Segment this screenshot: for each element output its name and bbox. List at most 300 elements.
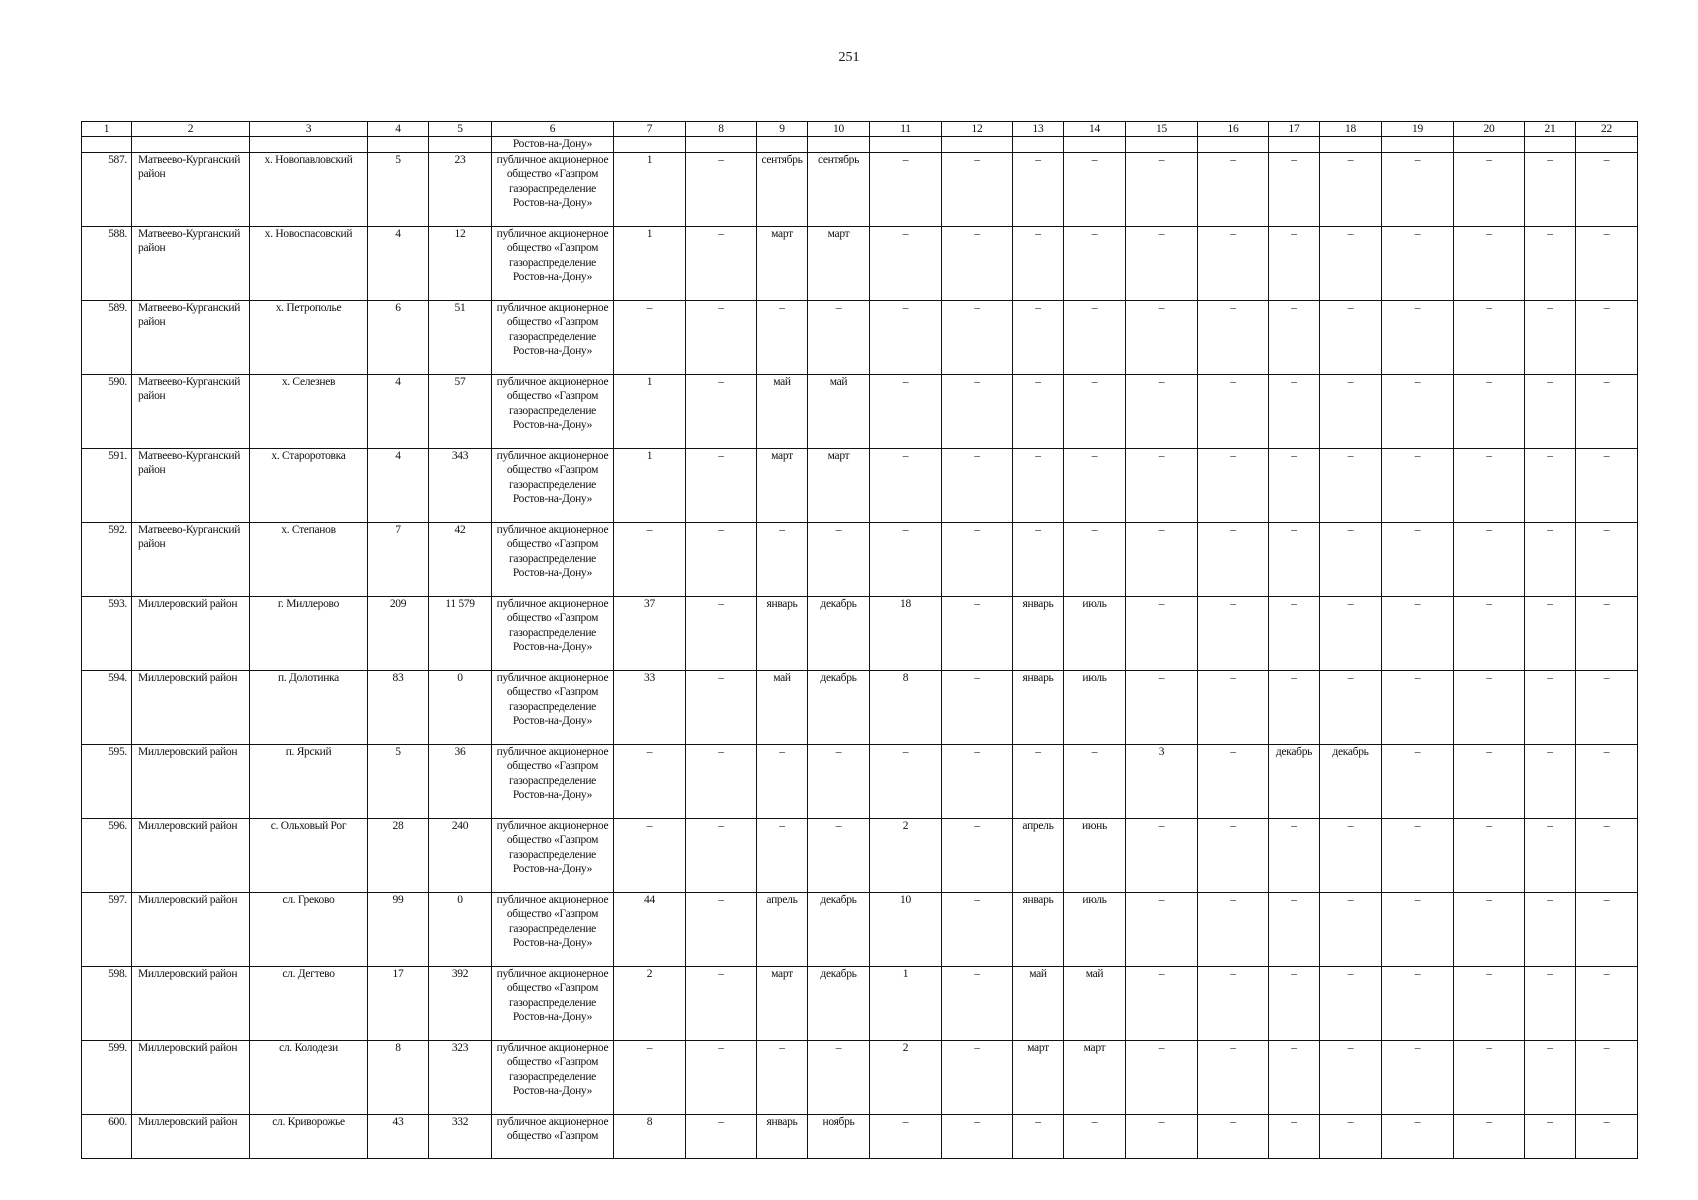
column-header-17: 17 — [1269, 122, 1320, 137]
column-19-cell: – — [1382, 522, 1454, 596]
column-16-cell: – — [1198, 744, 1269, 818]
row-number-cell: 593. — [82, 596, 132, 670]
settlement-cell: х. Петрополье — [250, 300, 368, 374]
column-5-cell: 23 — [429, 152, 492, 226]
organization-cell: публичное акционерное общество «Газпром газораспределение Ростов-на-Дону» — [492, 448, 614, 522]
table-row — [82, 152, 1638, 226]
column-12-cell: – — [942, 892, 1013, 966]
column-18-cell: декабрь — [1320, 744, 1382, 818]
empty-cell — [429, 137, 492, 153]
district-cell: Миллеровский район — [132, 670, 250, 744]
column-9-cell: – — [757, 522, 808, 596]
column-5-cell: 42 — [429, 522, 492, 596]
column-10-cell: декабрь — [808, 966, 870, 1040]
empty-cell — [942, 137, 1013, 153]
column-header-15: 15 — [1126, 122, 1198, 137]
column-header-4: 4 — [368, 122, 429, 137]
column-7-cell: – — [614, 1040, 686, 1114]
column-5-cell: 57 — [429, 374, 492, 448]
column-17-cell: декабрь — [1269, 744, 1320, 818]
column-13-cell: апрель — [1013, 818, 1064, 892]
column-16-cell: – — [1198, 966, 1269, 1040]
column-20-cell: – — [1454, 1114, 1525, 1158]
settlement-cell: х. Селезнев — [250, 374, 368, 448]
settlement-cell: п. Ярский — [250, 744, 368, 818]
organization-cell: публичное акционерное общество «Газпром газораспределение Ростов-на-Дону» — [492, 374, 614, 448]
column-12-cell: – — [942, 744, 1013, 818]
column-8-cell: – — [686, 744, 757, 818]
row-number-cell: 598. — [82, 966, 132, 1040]
column-15-cell: – — [1126, 818, 1198, 892]
column-15-cell: – — [1126, 300, 1198, 374]
column-21-cell: – — [1525, 596, 1576, 670]
column-16-cell: – — [1198, 1040, 1269, 1114]
district-cell: Миллеровский район — [132, 966, 250, 1040]
column-20-cell: – — [1454, 152, 1525, 226]
empty-cell — [870, 137, 942, 153]
column-11-cell: – — [870, 374, 942, 448]
column-22-cell: – — [1576, 966, 1638, 1040]
district-cell: Матвеево-Курганский район — [132, 374, 250, 448]
row-number-cell: 589. — [82, 300, 132, 374]
empty-cell — [1198, 137, 1269, 153]
column-11-cell: – — [870, 744, 942, 818]
column-19-cell: – — [1382, 818, 1454, 892]
column-4-cell: 5 — [368, 744, 429, 818]
column-4-cell: 6 — [368, 300, 429, 374]
row-number-cell: 595. — [82, 744, 132, 818]
column-18-cell: – — [1320, 1040, 1382, 1114]
header-row — [82, 122, 1638, 137]
column-19-cell: – — [1382, 226, 1454, 300]
column-9-cell: – — [757, 300, 808, 374]
column-7-cell: 1 — [614, 152, 686, 226]
column-15-cell: – — [1126, 892, 1198, 966]
empty-cell — [1576, 137, 1638, 153]
table-row — [82, 892, 1638, 966]
column-10-cell: декабрь — [808, 670, 870, 744]
district-cell: Матвеево-Курганский район — [132, 226, 250, 300]
column-7-cell: 37 — [614, 596, 686, 670]
column-19-cell: – — [1382, 670, 1454, 744]
settlement-cell: х. Степанов — [250, 522, 368, 596]
column-14-cell: июль — [1064, 670, 1126, 744]
column-7-cell: 8 — [614, 1114, 686, 1158]
column-10-cell: – — [808, 522, 870, 596]
row-number-cell: 600. — [82, 1114, 132, 1158]
column-16-cell: – — [1198, 448, 1269, 522]
column-15-cell: – — [1126, 448, 1198, 522]
row-number-cell: 596. — [82, 818, 132, 892]
column-22-cell: – — [1576, 226, 1638, 300]
column-7-cell: – — [614, 744, 686, 818]
column-15-cell: – — [1126, 596, 1198, 670]
settlement-cell: п. Долотинка — [250, 670, 368, 744]
column-5-cell: 332 — [429, 1114, 492, 1158]
empty-cell — [250, 137, 368, 153]
column-22-cell: – — [1576, 1114, 1638, 1158]
empty-cell — [1064, 137, 1126, 153]
column-16-cell: – — [1198, 818, 1269, 892]
column-7-cell: 1 — [614, 374, 686, 448]
column-15-cell: 3 — [1126, 744, 1198, 818]
column-14-cell: – — [1064, 226, 1126, 300]
settlement-cell: сл. Греково — [250, 892, 368, 966]
column-17-cell: – — [1269, 374, 1320, 448]
column-12-cell: – — [942, 670, 1013, 744]
table-row — [82, 448, 1638, 522]
column-17-cell: – — [1269, 522, 1320, 596]
column-11-cell: – — [870, 1114, 942, 1158]
column-4-cell: 17 — [368, 966, 429, 1040]
column-22-cell: – — [1576, 818, 1638, 892]
column-header-14: 14 — [1064, 122, 1126, 137]
column-header-6: 6 — [492, 122, 614, 137]
column-13-cell: – — [1013, 374, 1064, 448]
column-21-cell: – — [1525, 374, 1576, 448]
column-17-cell: – — [1269, 596, 1320, 670]
table-row — [82, 670, 1638, 744]
column-4-cell: 5 — [368, 152, 429, 226]
column-17-cell: – — [1269, 300, 1320, 374]
column-4-cell: 4 — [368, 226, 429, 300]
column-header-11: 11 — [870, 122, 942, 137]
column-header-20: 20 — [1454, 122, 1525, 137]
district-cell: Матвеево-Курганский район — [132, 522, 250, 596]
column-14-cell: – — [1064, 522, 1126, 596]
column-16-cell: – — [1198, 522, 1269, 596]
column-11-cell: 18 — [870, 596, 942, 670]
column-10-cell: декабрь — [808, 892, 870, 966]
column-13-cell: – — [1013, 226, 1064, 300]
organization-cell: публичное акционерное общество «Газпром газораспределение Ростов-на-Дону» — [492, 596, 614, 670]
column-18-cell: – — [1320, 300, 1382, 374]
column-18-cell: – — [1320, 596, 1382, 670]
district-cell: Матвеево-Курганский район — [132, 300, 250, 374]
column-17-cell: – — [1269, 152, 1320, 226]
column-12-cell: – — [942, 300, 1013, 374]
column-14-cell: – — [1064, 1114, 1126, 1158]
column-11-cell: 2 — [870, 818, 942, 892]
column-10-cell: – — [808, 300, 870, 374]
column-11-cell: – — [870, 448, 942, 522]
column-22-cell: – — [1576, 744, 1638, 818]
organization-cell: публичное акционерное общество «Газпром газораспределение Ростов-на-Дону» — [492, 818, 614, 892]
empty-cell — [368, 137, 429, 153]
column-10-cell: ноябрь — [808, 1114, 870, 1158]
column-20-cell: – — [1454, 448, 1525, 522]
column-18-cell: – — [1320, 226, 1382, 300]
column-17-cell: – — [1269, 226, 1320, 300]
column-20-cell: – — [1454, 818, 1525, 892]
row-number-cell: 591. — [82, 448, 132, 522]
column-4-cell: 7 — [368, 522, 429, 596]
column-16-cell: – — [1198, 596, 1269, 670]
column-8-cell: – — [686, 300, 757, 374]
column-22-cell: – — [1576, 670, 1638, 744]
column-14-cell: – — [1064, 744, 1126, 818]
column-header-3: 3 — [250, 122, 368, 137]
column-header-18: 18 — [1320, 122, 1382, 137]
column-15-cell: – — [1126, 226, 1198, 300]
column-14-cell: июль — [1064, 596, 1126, 670]
column-19-cell: – — [1382, 892, 1454, 966]
empty-cell — [1525, 137, 1576, 153]
column-22-cell: – — [1576, 152, 1638, 226]
column-20-cell: – — [1454, 892, 1525, 966]
column-17-cell: – — [1269, 966, 1320, 1040]
column-header-13: 13 — [1013, 122, 1064, 137]
column-10-cell: – — [808, 818, 870, 892]
column-20-cell: – — [1454, 744, 1525, 818]
column-8-cell: – — [686, 1114, 757, 1158]
organization-cell: публичное акционерное общество «Газпром — [492, 1114, 614, 1158]
column-9-cell: – — [757, 744, 808, 818]
empty-cell — [614, 137, 686, 153]
column-19-cell: – — [1382, 1040, 1454, 1114]
column-12-cell: – — [942, 448, 1013, 522]
column-13-cell: – — [1013, 448, 1064, 522]
row-number-cell: 594. — [82, 670, 132, 744]
column-15-cell: – — [1126, 966, 1198, 1040]
column-13-cell: май — [1013, 966, 1064, 1040]
column-20-cell: – — [1454, 226, 1525, 300]
column-17-cell: – — [1269, 670, 1320, 744]
column-22-cell: – — [1576, 1040, 1638, 1114]
row-number-cell: 592. — [82, 522, 132, 596]
column-10-cell: – — [808, 744, 870, 818]
column-7-cell: 1 — [614, 448, 686, 522]
column-8-cell: – — [686, 226, 757, 300]
table-row — [82, 226, 1638, 300]
column-8-cell: – — [686, 670, 757, 744]
column-10-cell: декабрь — [808, 596, 870, 670]
column-16-cell: – — [1198, 226, 1269, 300]
column-4-cell: 99 — [368, 892, 429, 966]
empty-cell — [132, 137, 250, 153]
column-13-cell: – — [1013, 1114, 1064, 1158]
column-9-cell: январь — [757, 1114, 808, 1158]
column-11-cell: 10 — [870, 892, 942, 966]
column-14-cell: июнь — [1064, 818, 1126, 892]
column-19-cell: – — [1382, 152, 1454, 226]
column-18-cell: – — [1320, 818, 1382, 892]
column-header-21: 21 — [1525, 122, 1576, 137]
column-header-5: 5 — [429, 122, 492, 137]
column-header-10: 10 — [808, 122, 870, 137]
table-row — [82, 966, 1638, 1040]
column-11-cell: – — [870, 152, 942, 226]
column-12-cell: – — [942, 818, 1013, 892]
column-20-cell: – — [1454, 522, 1525, 596]
column-18-cell: – — [1320, 1114, 1382, 1158]
column-8-cell: – — [686, 448, 757, 522]
empty-cell — [82, 137, 132, 153]
column-15-cell: – — [1126, 152, 1198, 226]
column-21-cell: – — [1525, 226, 1576, 300]
column-17-cell: – — [1269, 448, 1320, 522]
column-8-cell: – — [686, 818, 757, 892]
column-14-cell: март — [1064, 1040, 1126, 1114]
column-11-cell: – — [870, 300, 942, 374]
column-9-cell: май — [757, 374, 808, 448]
column-12-cell: – — [942, 226, 1013, 300]
column-5-cell: 12 — [429, 226, 492, 300]
column-5-cell: 0 — [429, 892, 492, 966]
column-13-cell: март — [1013, 1040, 1064, 1114]
column-20-cell: – — [1454, 374, 1525, 448]
column-8-cell: – — [686, 152, 757, 226]
column-19-cell: – — [1382, 596, 1454, 670]
column-4-cell: 209 — [368, 596, 429, 670]
column-22-cell: – — [1576, 448, 1638, 522]
empty-cell — [1013, 137, 1064, 153]
column-header-12: 12 — [942, 122, 1013, 137]
table-row — [82, 1114, 1638, 1158]
column-17-cell: – — [1269, 892, 1320, 966]
column-7-cell: 1 — [614, 226, 686, 300]
column-header-8: 8 — [686, 122, 757, 137]
column-9-cell: апрель — [757, 892, 808, 966]
organization-cell: публичное акционерное общество «Газпром газораспределение Ростов-на-Дону» — [492, 300, 614, 374]
column-20-cell: – — [1454, 966, 1525, 1040]
table-row — [82, 744, 1638, 818]
column-11-cell: 1 — [870, 966, 942, 1040]
column-11-cell: 8 — [870, 670, 942, 744]
row-number-cell: 599. — [82, 1040, 132, 1114]
column-20-cell: – — [1454, 300, 1525, 374]
column-12-cell: – — [942, 374, 1013, 448]
column-15-cell: – — [1126, 670, 1198, 744]
continuation-org-cell: Ростов-на-Дону» — [492, 137, 614, 153]
column-5-cell: 0 — [429, 670, 492, 744]
column-15-cell: – — [1126, 374, 1198, 448]
column-14-cell: май — [1064, 966, 1126, 1040]
column-14-cell: июль — [1064, 892, 1126, 966]
column-15-cell: – — [1126, 1040, 1198, 1114]
district-cell: Миллеровский район — [132, 1114, 250, 1158]
column-18-cell: – — [1320, 374, 1382, 448]
organization-cell: публичное акционерное общество «Газпром газораспределение Ростов-на-Дону» — [492, 1040, 614, 1114]
column-4-cell: 8 — [368, 1040, 429, 1114]
column-21-cell: – — [1525, 670, 1576, 744]
settlement-cell: сл. Дегтево — [250, 966, 368, 1040]
column-21-cell: – — [1525, 300, 1576, 374]
column-12-cell: – — [942, 966, 1013, 1040]
column-13-cell: – — [1013, 300, 1064, 374]
row-number-cell: 587. — [82, 152, 132, 226]
column-8-cell: – — [686, 966, 757, 1040]
column-8-cell: – — [686, 1040, 757, 1114]
column-13-cell: январь — [1013, 670, 1064, 744]
column-9-cell: сентябрь — [757, 152, 808, 226]
column-header-7: 7 — [614, 122, 686, 137]
column-9-cell: май — [757, 670, 808, 744]
column-13-cell: – — [1013, 744, 1064, 818]
column-14-cell: – — [1064, 300, 1126, 374]
empty-cell — [757, 137, 808, 153]
column-17-cell: – — [1269, 818, 1320, 892]
table-row — [82, 1040, 1638, 1114]
column-10-cell: март — [808, 448, 870, 522]
column-16-cell: – — [1198, 670, 1269, 744]
district-cell: Матвеево-Курганский район — [132, 448, 250, 522]
settlement-cell: сл. Криворожье — [250, 1114, 368, 1158]
column-8-cell: – — [686, 892, 757, 966]
empty-cell — [686, 137, 757, 153]
column-21-cell: – — [1525, 1040, 1576, 1114]
column-4-cell: 4 — [368, 448, 429, 522]
column-18-cell: – — [1320, 448, 1382, 522]
column-13-cell: – — [1013, 522, 1064, 596]
settlement-cell: х. Новоспасовский — [250, 226, 368, 300]
gasification-table — [81, 121, 1638, 1159]
column-4-cell: 28 — [368, 818, 429, 892]
table-row — [82, 522, 1638, 596]
column-10-cell: сентябрь — [808, 152, 870, 226]
column-15-cell: – — [1126, 1114, 1198, 1158]
column-22-cell: – — [1576, 374, 1638, 448]
column-22-cell: – — [1576, 892, 1638, 966]
column-21-cell: – — [1525, 152, 1576, 226]
district-cell: Миллеровский район — [132, 892, 250, 966]
column-5-cell: 392 — [429, 966, 492, 1040]
empty-cell — [1382, 137, 1454, 153]
column-16-cell: – — [1198, 374, 1269, 448]
row-number-cell: 590. — [82, 374, 132, 448]
column-20-cell: – — [1454, 670, 1525, 744]
column-21-cell: – — [1525, 522, 1576, 596]
column-9-cell: март — [757, 448, 808, 522]
table-row — [82, 818, 1638, 892]
settlement-cell: г. Миллерово — [250, 596, 368, 670]
column-8-cell: – — [686, 374, 757, 448]
column-13-cell: январь — [1013, 892, 1064, 966]
column-22-cell: – — [1576, 522, 1638, 596]
table-row — [82, 374, 1638, 448]
column-9-cell: март — [757, 966, 808, 1040]
column-5-cell: 343 — [429, 448, 492, 522]
column-4-cell: 4 — [368, 374, 429, 448]
district-cell: Миллеровский район — [132, 744, 250, 818]
column-15-cell: – — [1126, 522, 1198, 596]
column-18-cell: – — [1320, 966, 1382, 1040]
column-16-cell: – — [1198, 892, 1269, 966]
column-5-cell: 323 — [429, 1040, 492, 1114]
column-12-cell: – — [942, 1040, 1013, 1114]
column-21-cell: – — [1525, 966, 1576, 1040]
row-number-cell: 588. — [82, 226, 132, 300]
column-16-cell: – — [1198, 300, 1269, 374]
district-cell: Миллеровский район — [132, 596, 250, 670]
column-10-cell: март — [808, 226, 870, 300]
column-18-cell: – — [1320, 670, 1382, 744]
column-7-cell: 33 — [614, 670, 686, 744]
column-20-cell: – — [1454, 1040, 1525, 1114]
column-21-cell: – — [1525, 448, 1576, 522]
column-13-cell: январь — [1013, 596, 1064, 670]
district-cell: Миллеровский район — [132, 1040, 250, 1114]
column-19-cell: – — [1382, 1114, 1454, 1158]
column-13-cell: – — [1013, 152, 1064, 226]
column-22-cell: – — [1576, 596, 1638, 670]
column-21-cell: – — [1525, 892, 1576, 966]
column-header-16: 16 — [1198, 122, 1269, 137]
column-4-cell: 43 — [368, 1114, 429, 1158]
column-7-cell: – — [614, 522, 686, 596]
column-12-cell: – — [942, 596, 1013, 670]
column-7-cell: – — [614, 818, 686, 892]
